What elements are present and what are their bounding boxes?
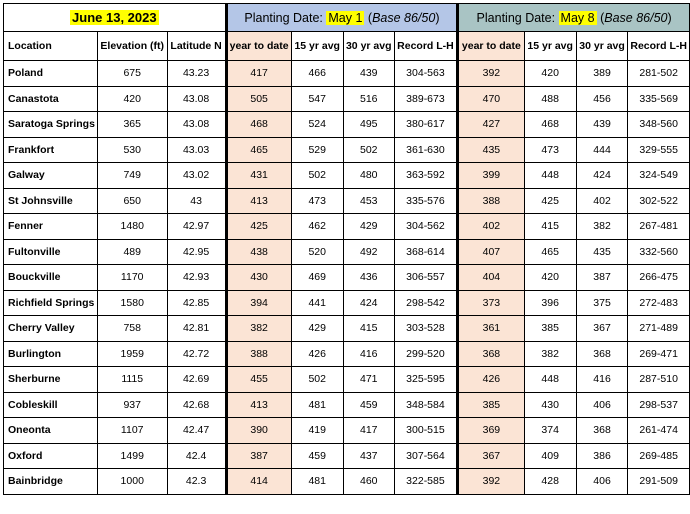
cell-avg15-may8: 420 (524, 265, 576, 291)
col-header-location: Location (4, 32, 98, 61)
cell-location: Galway (4, 163, 98, 189)
cell-elevation: 758 (97, 316, 167, 342)
cell-record-may1: 299-520 (394, 341, 458, 367)
planting-group-2-base-open: ( (596, 10, 605, 25)
cell-ytd-may1: 394 (226, 290, 291, 316)
planting-group-1-prefix: Planting Date: (244, 10, 327, 25)
cell-ytd-may8: 399 (458, 163, 524, 189)
cell-elevation: 749 (97, 163, 167, 189)
cell-latitude: 43.23 (167, 61, 226, 87)
cell-ytd-may8: 373 (458, 290, 524, 316)
cell-location: Fultonville (4, 239, 98, 265)
cell-location: Oxford (4, 443, 98, 469)
cell-location: Cherry Valley (4, 316, 98, 342)
cell-location: Cobleskill (4, 392, 98, 418)
cell-record-may8: 329-555 (628, 137, 690, 163)
cell-avg15-may1: 529 (291, 137, 343, 163)
cell-ytd-may8: 426 (458, 367, 524, 393)
cell-avg30-may8: 439 (576, 112, 628, 138)
cell-avg30-may8: 435 (576, 239, 628, 265)
cell-latitude: 43.03 (167, 137, 226, 163)
cell-record-may1: 304-563 (394, 61, 458, 87)
cell-avg15-may8: 448 (524, 367, 576, 393)
cell-ytd-may8: 388 (458, 188, 524, 214)
cell-ytd-may1: 413 (226, 392, 291, 418)
title-row (4, 4, 690, 32)
cell-record-may8: 281-502 (628, 61, 690, 87)
cell-ytd-may1: 468 (226, 112, 291, 138)
cell-latitude: 43.02 (167, 163, 226, 189)
cell-record-may1: 380-617 (394, 112, 458, 138)
cell-ytd-may1: 413 (226, 188, 291, 214)
cell-location: Frankfort (4, 137, 98, 163)
cell-record-may8: 335-569 (628, 86, 690, 112)
cell-latitude: 42.72 (167, 341, 226, 367)
planting-group-1-base: Base 86/50 (372, 10, 436, 25)
cell-avg30-may1: 502 (343, 137, 394, 163)
table-row (4, 341, 690, 367)
cell-record-may1: 298-542 (394, 290, 458, 316)
table-row (4, 188, 690, 214)
cell-avg30-may8: 368 (576, 341, 628, 367)
col-header-latitude: Latitude N (167, 32, 226, 61)
cell-avg15-may1: 426 (291, 341, 343, 367)
cell-avg30-may8: 386 (576, 443, 628, 469)
cell-elevation: 489 (97, 239, 167, 265)
cell-ytd-may8: 367 (458, 443, 524, 469)
cell-elevation: 1000 (97, 469, 167, 495)
cell-latitude: 42.93 (167, 265, 226, 291)
cell-ytd-may1: 417 (226, 61, 291, 87)
cell-avg15-may1: 473 (291, 188, 343, 214)
cell-latitude: 43 (167, 188, 226, 214)
cell-location: Sherburne (4, 367, 98, 393)
cell-avg15-may8: 428 (524, 469, 576, 495)
cell-latitude: 43.08 (167, 112, 226, 138)
cell-avg15-may1: 419 (291, 418, 343, 444)
cell-ytd-may8: 470 (458, 86, 524, 112)
cell-elevation: 937 (97, 392, 167, 418)
cell-avg30-may1: 415 (343, 316, 394, 342)
cell-avg15-may8: 415 (524, 214, 576, 240)
cell-ytd-may1: 455 (226, 367, 291, 393)
planting-group-1-base-close: ) (435, 10, 440, 25)
cell-ytd-may1: 390 (226, 418, 291, 444)
cell-avg30-may1: 429 (343, 214, 394, 240)
table-body (4, 61, 690, 495)
cell-avg15-may1: 502 (291, 163, 343, 189)
cell-location: Fenner (4, 214, 98, 240)
cell-elevation: 1107 (97, 418, 167, 444)
cell-elevation: 420 (97, 86, 167, 112)
cell-avg30-may1: 459 (343, 392, 394, 418)
cell-record-may8: 291-509 (628, 469, 690, 495)
cell-elevation: 650 (97, 188, 167, 214)
column-header-row (4, 32, 690, 61)
table-row (4, 163, 690, 189)
cell-record-may8: 269-485 (628, 443, 690, 469)
col-header-ytd-may8: year to date (458, 32, 524, 61)
cell-latitude: 42.95 (167, 239, 226, 265)
cell-avg15-may1: 429 (291, 316, 343, 342)
cell-elevation: 1499 (97, 443, 167, 469)
cell-ytd-may1: 425 (226, 214, 291, 240)
cell-avg30-may8: 424 (576, 163, 628, 189)
cell-ytd-may8: 361 (458, 316, 524, 342)
cell-ytd-may8: 427 (458, 112, 524, 138)
cell-ytd-may8: 407 (458, 239, 524, 265)
cell-location: Canastota (4, 86, 98, 112)
cell-avg30-may8: 402 (576, 188, 628, 214)
cell-ytd-may8: 392 (458, 469, 524, 495)
cell-record-may1: 389-673 (394, 86, 458, 112)
cell-ytd-may8: 404 (458, 265, 524, 291)
cell-avg15-may1: 481 (291, 469, 343, 495)
cell-record-may1: 322-585 (394, 469, 458, 495)
cell-record-may1: 300-515 (394, 418, 458, 444)
cell-latitude: 42.4 (167, 443, 226, 469)
cell-avg30-may1: 453 (343, 188, 394, 214)
cell-latitude: 42.85 (167, 290, 226, 316)
cell-record-may1: 348-584 (394, 392, 458, 418)
cell-avg30-may1: 480 (343, 163, 394, 189)
cell-avg15-may8: 420 (524, 61, 576, 87)
cell-avg15-may1: 520 (291, 239, 343, 265)
cell-avg30-may1: 460 (343, 469, 394, 495)
cell-avg15-may8: 430 (524, 392, 576, 418)
cell-record-may8: 267-481 (628, 214, 690, 240)
cell-avg15-may8: 385 (524, 316, 576, 342)
cell-record-may8: 261-474 (628, 418, 690, 444)
cell-elevation: 365 (97, 112, 167, 138)
cell-avg30-may8: 456 (576, 86, 628, 112)
cell-ytd-may8: 392 (458, 61, 524, 87)
table-row (4, 214, 690, 240)
cell-ytd-may1: 465 (226, 137, 291, 163)
gdd-table (3, 3, 690, 495)
cell-avg30-may8: 382 (576, 214, 628, 240)
planting-group-2-base-close: ) (667, 10, 672, 25)
cell-avg15-may8: 374 (524, 418, 576, 444)
cell-location: St Johnsville (4, 188, 98, 214)
cell-elevation: 1170 (97, 265, 167, 291)
cell-location: Burlington (4, 341, 98, 367)
col-header-record-may8: Record L-H (628, 32, 690, 61)
cell-ytd-may1: 438 (226, 239, 291, 265)
cell-avg30-may8: 389 (576, 61, 628, 87)
cell-latitude: 42.69 (167, 367, 226, 393)
cell-ytd-may1: 430 (226, 265, 291, 291)
cell-avg15-may1: 441 (291, 290, 343, 316)
col-header-avg15-may1: 15 yr avg (291, 32, 343, 61)
cell-record-may1: 363-592 (394, 163, 458, 189)
cell-elevation: 675 (97, 61, 167, 87)
table-row (4, 137, 690, 163)
cell-elevation: 1480 (97, 214, 167, 240)
cell-avg15-may1: 547 (291, 86, 343, 112)
cell-elevation: 530 (97, 137, 167, 163)
cell-avg15-may1: 466 (291, 61, 343, 87)
cell-avg15-may1: 481 (291, 392, 343, 418)
cell-record-may8: 348-560 (628, 112, 690, 138)
col-header-avg15-may8: 15 yr avg (524, 32, 576, 61)
cell-avg30-may1: 439 (343, 61, 394, 87)
table-row (4, 392, 690, 418)
cell-avg30-may1: 516 (343, 86, 394, 112)
cell-avg30-may1: 495 (343, 112, 394, 138)
cell-location: Bainbridge (4, 469, 98, 495)
cell-avg30-may8: 368 (576, 418, 628, 444)
table-row (4, 112, 690, 138)
col-header-avg30-may1: 30 yr avg (343, 32, 394, 61)
cell-avg15-may8: 473 (524, 137, 576, 163)
cell-ytd-may8: 385 (458, 392, 524, 418)
cell-ytd-may1: 388 (226, 341, 291, 367)
cell-avg15-may8: 409 (524, 443, 576, 469)
col-header-ytd-may1: year to date (226, 32, 291, 61)
report-date: June 13, 2023 (72, 10, 157, 25)
cell-record-may8: 324-549 (628, 163, 690, 189)
cell-record-may8: 269-471 (628, 341, 690, 367)
cell-avg30-may8: 416 (576, 367, 628, 393)
cell-record-may8: 332-560 (628, 239, 690, 265)
cell-avg30-may8: 444 (576, 137, 628, 163)
cell-avg30-may1: 424 (343, 290, 394, 316)
table-row (4, 86, 690, 112)
table-row (4, 367, 690, 393)
report-date-cell (4, 4, 227, 32)
cell-ytd-may8: 369 (458, 418, 524, 444)
cell-avg30-may1: 471 (343, 367, 394, 393)
cell-avg30-may1: 417 (343, 418, 394, 444)
cell-record-may1: 325-595 (394, 367, 458, 393)
cell-avg15-may8: 468 (524, 112, 576, 138)
col-header-record-may1: Record L-H (394, 32, 458, 61)
cell-avg30-may1: 492 (343, 239, 394, 265)
cell-record-may1: 303-528 (394, 316, 458, 342)
cell-avg15-may1: 502 (291, 367, 343, 393)
cell-location: Oneonta (4, 418, 98, 444)
cell-ytd-may1: 414 (226, 469, 291, 495)
cell-ytd-may1: 387 (226, 443, 291, 469)
cell-location: Bouckville (4, 265, 98, 291)
planting-group-1-header (226, 4, 458, 32)
cell-ytd-may8: 368 (458, 341, 524, 367)
cell-avg30-may1: 416 (343, 341, 394, 367)
cell-record-may8: 287-510 (628, 367, 690, 393)
cell-location: Richfield Springs (4, 290, 98, 316)
cell-location: Poland (4, 61, 98, 87)
cell-record-may8: 298-537 (628, 392, 690, 418)
cell-avg30-may8: 375 (576, 290, 628, 316)
cell-record-may1: 304-562 (394, 214, 458, 240)
cell-latitude: 42.3 (167, 469, 226, 495)
cell-avg30-may8: 406 (576, 392, 628, 418)
planting-group-2-base: Base 86/50 (604, 10, 668, 25)
cell-avg15-may8: 396 (524, 290, 576, 316)
cell-avg15-may1: 459 (291, 443, 343, 469)
cell-avg15-may8: 448 (524, 163, 576, 189)
cell-latitude: 42.47 (167, 418, 226, 444)
cell-record-may1: 361-630 (394, 137, 458, 163)
table-row (4, 316, 690, 342)
cell-ytd-may1: 505 (226, 86, 291, 112)
planting-group-1-base-open: ( (364, 10, 373, 25)
table-row (4, 290, 690, 316)
cell-avg15-may1: 469 (291, 265, 343, 291)
cell-avg15-may8: 425 (524, 188, 576, 214)
planting-group-1-date: May 1 (328, 10, 363, 25)
cell-ytd-may8: 402 (458, 214, 524, 240)
cell-latitude: 42.68 (167, 392, 226, 418)
table-row (4, 469, 690, 495)
cell-avg30-may1: 436 (343, 265, 394, 291)
cell-ytd-may1: 431 (226, 163, 291, 189)
cell-elevation: 1115 (97, 367, 167, 393)
col-header-elevation: Elevation (ft) (97, 32, 167, 61)
cell-latitude: 43.08 (167, 86, 226, 112)
col-header-avg30-may8: 30 yr avg (576, 32, 628, 61)
cell-latitude: 42.97 (167, 214, 226, 240)
cell-record-may8: 302-522 (628, 188, 690, 214)
cell-record-may1: 368-614 (394, 239, 458, 265)
table-row (4, 61, 690, 87)
cell-record-may8: 271-489 (628, 316, 690, 342)
cell-latitude: 42.81 (167, 316, 226, 342)
cell-ytd-may8: 435 (458, 137, 524, 163)
table-row (4, 239, 690, 265)
cell-avg15-may1: 462 (291, 214, 343, 240)
cell-avg15-may8: 465 (524, 239, 576, 265)
table-row (4, 443, 690, 469)
cell-avg30-may8: 387 (576, 265, 628, 291)
cell-avg15-may8: 488 (524, 86, 576, 112)
planting-group-2-header (458, 4, 690, 32)
cell-record-may1: 307-564 (394, 443, 458, 469)
cell-avg15-may8: 382 (524, 341, 576, 367)
cell-avg30-may1: 437 (343, 443, 394, 469)
cell-location: Saratoga Springs (4, 112, 98, 138)
cell-record-may8: 266-475 (628, 265, 690, 291)
cell-avg15-may1: 524 (291, 112, 343, 138)
cell-elevation: 1959 (97, 341, 167, 367)
cell-avg30-may8: 367 (576, 316, 628, 342)
cell-record-may1: 306-557 (394, 265, 458, 291)
cell-record-may8: 272-483 (628, 290, 690, 316)
planting-group-2-date: May 8 (560, 10, 595, 25)
cell-ytd-may1: 382 (226, 316, 291, 342)
table-row (4, 265, 690, 291)
planting-group-2-prefix: Planting Date: (476, 10, 559, 25)
cell-avg30-may8: 406 (576, 469, 628, 495)
cell-record-may1: 335-576 (394, 188, 458, 214)
cell-elevation: 1580 (97, 290, 167, 316)
table-row (4, 418, 690, 444)
